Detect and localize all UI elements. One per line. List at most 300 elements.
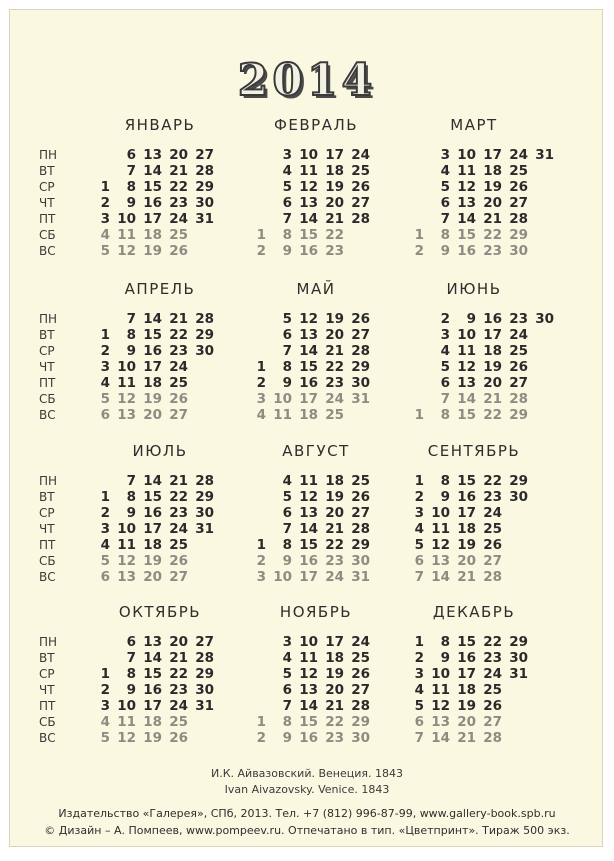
calendar-day: 24 xyxy=(325,569,344,585)
calendar-day: 14 xyxy=(457,391,476,407)
calendar-day: 3 xyxy=(282,634,292,650)
calendar-day: 27 xyxy=(509,375,528,391)
calendar-day: 8 xyxy=(282,359,292,375)
calendar-day: 25 xyxy=(483,682,502,698)
calendar-day: 30 xyxy=(535,311,554,327)
month-name: ИЮНЬ xyxy=(446,280,502,298)
calendar-day: 5 xyxy=(100,553,110,569)
calendar-day: 11 xyxy=(273,407,292,423)
calendar-day: 15 xyxy=(143,666,162,682)
calendar-day: 23 xyxy=(169,195,188,211)
weekday-label: СР xyxy=(39,180,55,194)
weekday-label: ВТ xyxy=(39,164,55,178)
calendar-day: 18 xyxy=(143,375,162,391)
calendar-day: 31 xyxy=(195,521,214,537)
calendar-day: 16 xyxy=(299,243,318,259)
calendar-day: 27 xyxy=(351,195,370,211)
calendar-day: 31 xyxy=(351,391,370,407)
calendar-day: 23 xyxy=(483,650,502,666)
calendar-day: 7 xyxy=(440,391,450,407)
calendar-day: 11 xyxy=(299,163,318,179)
calendar-day: 15 xyxy=(143,489,162,505)
weekday-label: ПН xyxy=(39,148,58,162)
calendar-day: 12 xyxy=(117,391,136,407)
calendar-day: 2 xyxy=(100,682,110,698)
month-name: СЕНТЯБРЬ xyxy=(427,442,521,460)
calendar-day: 18 xyxy=(325,163,344,179)
calendar-day: 7 xyxy=(126,163,136,179)
calendar-day: 13 xyxy=(431,714,450,730)
calendar-day: 4 xyxy=(100,227,110,243)
calendar-day: 31 xyxy=(509,666,528,682)
calendar-day: 19 xyxy=(143,243,162,259)
calendar-day: 8 xyxy=(126,666,136,682)
calendar-day: 19 xyxy=(457,537,476,553)
calendar-day: 18 xyxy=(299,407,318,423)
calendar-day: 19 xyxy=(325,311,344,327)
publisher-info: Издательство «Галерея», СПб, 2013. Тел. +7 (812) 996-87-99, www.gallery-book.spb.ru xyxy=(58,807,556,820)
calendar-day: 17 xyxy=(483,327,502,343)
calendar-day: 8 xyxy=(440,227,450,243)
calendar-day: 3 xyxy=(100,698,110,714)
calendar-day: 19 xyxy=(143,730,162,746)
calendar-day: 16 xyxy=(299,553,318,569)
year-title: 2014 xyxy=(237,55,377,106)
calendar-day: 7 xyxy=(414,569,424,585)
calendar-day: 26 xyxy=(169,243,188,259)
calendar-day: 25 xyxy=(351,473,370,489)
calendar-day: 29 xyxy=(351,537,370,553)
calendar-day: 28 xyxy=(351,521,370,537)
calendar-day: 2 xyxy=(256,375,266,391)
month-name: МАЙ xyxy=(296,280,336,298)
calendar-day: 25 xyxy=(169,227,188,243)
calendar-day: 5 xyxy=(440,179,450,195)
calendar-day: 13 xyxy=(299,505,318,521)
calendar-day: 21 xyxy=(483,391,502,407)
calendar-day: 27 xyxy=(195,147,214,163)
weekday-label: ЧТ xyxy=(39,522,55,536)
calendar-day: 30 xyxy=(195,682,214,698)
calendar-day: 28 xyxy=(509,391,528,407)
calendar-day: 9 xyxy=(282,730,292,746)
calendar-day: 16 xyxy=(299,375,318,391)
calendar-day: 20 xyxy=(457,714,476,730)
calendar-day: 5 xyxy=(100,730,110,746)
calendar-day: 1 xyxy=(100,327,110,343)
calendar-day: 10 xyxy=(117,521,136,537)
calendar-day: 15 xyxy=(457,227,476,243)
calendar-day: 17 xyxy=(299,391,318,407)
calendar-day: 11 xyxy=(299,473,318,489)
calendar-day: 7 xyxy=(282,521,292,537)
calendar-day: 19 xyxy=(325,666,344,682)
calendar-day: 6 xyxy=(440,375,450,391)
calendar-day: 6 xyxy=(282,682,292,698)
calendar-day: 7 xyxy=(414,730,424,746)
calendar-day: 6 xyxy=(126,147,136,163)
calendar-day: 25 xyxy=(351,163,370,179)
calendar-day: 28 xyxy=(351,343,370,359)
calendar-day: 22 xyxy=(483,634,502,650)
calendar-day: 24 xyxy=(509,327,528,343)
calendar-day: 17 xyxy=(143,359,162,375)
calendar-day: 13 xyxy=(457,195,476,211)
calendar-day: 9 xyxy=(126,682,136,698)
calendar-day: 1 xyxy=(414,227,424,243)
weekday-label: ЧТ xyxy=(39,360,55,374)
calendar-day: 29 xyxy=(509,407,528,423)
calendar-day: 28 xyxy=(351,698,370,714)
calendar-day: 5 xyxy=(414,537,424,553)
calendar-day: 31 xyxy=(351,569,370,585)
calendar-day: 21 xyxy=(325,698,344,714)
calendar-day: 4 xyxy=(440,163,450,179)
calendar-day: 30 xyxy=(509,243,528,259)
weekday-label: ВС xyxy=(39,570,56,584)
calendar-day: 4 xyxy=(100,714,110,730)
calendar-day: 18 xyxy=(143,537,162,553)
calendar-day: 1 xyxy=(414,473,424,489)
calendar-day: 9 xyxy=(126,505,136,521)
calendar-day: 14 xyxy=(299,211,318,227)
calendar-day: 22 xyxy=(169,327,188,343)
calendar-day: 6 xyxy=(282,327,292,343)
calendar-day: 13 xyxy=(143,147,162,163)
calendar-day: 26 xyxy=(169,391,188,407)
calendar-day: 22 xyxy=(169,179,188,195)
calendar-day: 14 xyxy=(431,569,450,585)
calendar-day: 17 xyxy=(143,521,162,537)
calendar-day: 13 xyxy=(117,407,136,423)
calendar-day: 2 xyxy=(256,553,266,569)
calendar-day: 17 xyxy=(299,569,318,585)
calendar-day: 3 xyxy=(440,147,450,163)
calendar-day: 26 xyxy=(169,553,188,569)
calendar-day: 20 xyxy=(325,682,344,698)
calendar-day: 31 xyxy=(195,211,214,227)
calendar-day: 22 xyxy=(325,359,344,375)
calendar-day: 20 xyxy=(325,195,344,211)
calendar-day: 11 xyxy=(431,682,450,698)
month-name: НОЯБРЬ xyxy=(279,603,353,621)
calendar-day: 21 xyxy=(169,163,188,179)
calendar-day: 9 xyxy=(126,195,136,211)
calendar-day: 21 xyxy=(457,569,476,585)
calendar-day: 15 xyxy=(299,227,318,243)
calendar-day: 26 xyxy=(351,179,370,195)
month-name: ФЕВРАЛЬ xyxy=(273,116,359,134)
calendar-day: 17 xyxy=(457,666,476,682)
calendar-day: 24 xyxy=(169,698,188,714)
calendar-day: 28 xyxy=(483,730,502,746)
calendar-day: 12 xyxy=(457,359,476,375)
calendar-day: 13 xyxy=(431,553,450,569)
calendar-day: 26 xyxy=(509,359,528,375)
calendar-day: 28 xyxy=(509,211,528,227)
calendar-day: 24 xyxy=(351,147,370,163)
calendar-day: 25 xyxy=(509,163,528,179)
calendar-day: 21 xyxy=(457,730,476,746)
weekday-label: ВС xyxy=(39,731,56,745)
weekday-label: ПН xyxy=(39,474,58,488)
calendar-day: 25 xyxy=(351,650,370,666)
calendar-day: 14 xyxy=(143,650,162,666)
calendar-day: 23 xyxy=(509,311,528,327)
calendar-day: 4 xyxy=(414,682,424,698)
month-name: ЯНВАРЬ xyxy=(124,116,196,134)
calendar-day: 19 xyxy=(325,489,344,505)
calendar-day: 12 xyxy=(117,730,136,746)
calendar-day: 11 xyxy=(117,537,136,553)
calendar-day: 1 xyxy=(100,179,110,195)
calendar-day: 10 xyxy=(117,698,136,714)
calendar-day: 5 xyxy=(282,489,292,505)
calendar-day: 5 xyxy=(100,391,110,407)
calendar-day: 4 xyxy=(282,473,292,489)
calendar-day: 27 xyxy=(195,634,214,650)
calendar-day: 1 xyxy=(100,489,110,505)
calendar-day: 11 xyxy=(117,227,136,243)
calendar-day: 8 xyxy=(126,327,136,343)
calendar-day: 27 xyxy=(351,327,370,343)
calendar-day: 5 xyxy=(282,311,292,327)
calendar-day: 15 xyxy=(457,473,476,489)
calendar-day: 22 xyxy=(483,473,502,489)
calendar-day: 27 xyxy=(351,682,370,698)
calendar-day: 21 xyxy=(169,650,188,666)
calendar-day: 22 xyxy=(169,666,188,682)
calendar-day: 27 xyxy=(351,505,370,521)
month-name: МАРТ xyxy=(450,116,498,134)
calendar-day: 16 xyxy=(457,650,476,666)
calendar-day: 23 xyxy=(325,730,344,746)
calendar-day: 3 xyxy=(282,147,292,163)
calendar-day: 24 xyxy=(483,666,502,682)
calendar-day: 17 xyxy=(457,505,476,521)
calendar-day: 13 xyxy=(299,682,318,698)
calendar-day: 1 xyxy=(414,407,424,423)
calendar-day: 10 xyxy=(273,569,292,585)
calendar-day: 9 xyxy=(282,243,292,259)
calendar-day: 18 xyxy=(483,163,502,179)
calendar-day: 9 xyxy=(466,311,476,327)
weekday-label: ПТ xyxy=(39,699,56,713)
calendar-day: 7 xyxy=(282,698,292,714)
calendar-day: 5 xyxy=(282,666,292,682)
calendar-day: 29 xyxy=(195,327,214,343)
calendar-day: 27 xyxy=(169,407,188,423)
calendar-day: 29 xyxy=(351,359,370,375)
calendar-day: 20 xyxy=(143,569,162,585)
calendar-day: 7 xyxy=(126,473,136,489)
calendar-day: 12 xyxy=(457,179,476,195)
calendar-day: 25 xyxy=(509,343,528,359)
calendar-day: 22 xyxy=(325,714,344,730)
calendar-day: 14 xyxy=(143,311,162,327)
calendar-day: 30 xyxy=(351,730,370,746)
month-name: ОКТЯБРЬ xyxy=(118,603,202,621)
calendar-day: 6 xyxy=(282,505,292,521)
weekday-label: ПТ xyxy=(39,376,56,390)
calendar-day: 12 xyxy=(299,489,318,505)
calendar-day: 22 xyxy=(325,537,344,553)
calendar-day: 29 xyxy=(351,714,370,730)
calendar-day: 29 xyxy=(509,634,528,650)
calendar-day: 7 xyxy=(440,211,450,227)
calendar-day: 1 xyxy=(256,227,266,243)
calendar-day: 9 xyxy=(282,553,292,569)
artwork-caption-en: Ivan Aivazovsky. Venice. 1843 xyxy=(224,783,390,796)
calendar-day: 29 xyxy=(509,473,528,489)
calendar-day: 15 xyxy=(457,634,476,650)
calendar-day: 24 xyxy=(169,521,188,537)
calendar-day: 22 xyxy=(483,407,502,423)
calendar-day: 13 xyxy=(457,375,476,391)
calendar-day: 17 xyxy=(325,634,344,650)
calendar-day: 12 xyxy=(431,537,450,553)
calendar-day: 2 xyxy=(100,505,110,521)
calendar-day: 10 xyxy=(431,666,450,682)
calendar-day: 10 xyxy=(117,359,136,375)
calendar-day: 6 xyxy=(414,714,424,730)
calendar-day: 28 xyxy=(483,569,502,585)
calendar-day: 7 xyxy=(282,211,292,227)
calendar-day: 5 xyxy=(414,698,424,714)
calendar-day: 16 xyxy=(143,505,162,521)
calendar-day: 27 xyxy=(483,553,502,569)
calendar-day: 15 xyxy=(299,537,318,553)
calendar-day: 30 xyxy=(351,553,370,569)
calendar-day: 30 xyxy=(509,489,528,505)
calendar-day: 1 xyxy=(256,359,266,375)
weekday-label: СР xyxy=(39,506,55,520)
calendar-day: 19 xyxy=(143,553,162,569)
calendar-day: 19 xyxy=(143,391,162,407)
calendar-day: 4 xyxy=(100,537,110,553)
calendar-day: 19 xyxy=(483,179,502,195)
calendar-day: 10 xyxy=(299,634,318,650)
calendar-day: 3 xyxy=(100,359,110,375)
calendar-day: 20 xyxy=(169,147,188,163)
calendar-day: 8 xyxy=(440,634,450,650)
calendar-day: 13 xyxy=(117,569,136,585)
calendar-day: 12 xyxy=(431,698,450,714)
calendar-day: 2 xyxy=(256,243,266,259)
calendar-day: 19 xyxy=(483,359,502,375)
calendar-day: 1 xyxy=(256,714,266,730)
calendar-day: 25 xyxy=(169,375,188,391)
calendar-day: 18 xyxy=(325,650,344,666)
calendar-day: 10 xyxy=(273,391,292,407)
calendar-day: 6 xyxy=(414,553,424,569)
calendar-day: 18 xyxy=(325,473,344,489)
calendar-day: 17 xyxy=(483,147,502,163)
calendar-day: 23 xyxy=(325,553,344,569)
calendar-day: 13 xyxy=(143,634,162,650)
calendar-day: 10 xyxy=(457,327,476,343)
calendar-day: 14 xyxy=(143,473,162,489)
calendar-day: 27 xyxy=(509,195,528,211)
calendar-day: 7 xyxy=(282,343,292,359)
calendar-day: 10 xyxy=(457,147,476,163)
calendar-day: 26 xyxy=(483,537,502,553)
calendar-day: 12 xyxy=(117,243,136,259)
calendar-day: 3 xyxy=(256,391,266,407)
calendar-day: 16 xyxy=(143,682,162,698)
calendar-day: 14 xyxy=(143,163,162,179)
calendar-day: 23 xyxy=(169,343,188,359)
calendar-day: 24 xyxy=(169,211,188,227)
calendar-day: 24 xyxy=(509,147,528,163)
calendar-day: 8 xyxy=(282,714,292,730)
calendar-day: 22 xyxy=(325,227,344,243)
calendar-day: 19 xyxy=(457,698,476,714)
calendar-day: 12 xyxy=(299,311,318,327)
calendar-day: 28 xyxy=(195,650,214,666)
calendar-day: 20 xyxy=(483,195,502,211)
calendar-day: 16 xyxy=(299,730,318,746)
calendar-day: 25 xyxy=(169,714,188,730)
calendar-day: 20 xyxy=(325,327,344,343)
artwork-caption-ru: И.К. Айвазовский. Венеция. 1843 xyxy=(211,767,403,780)
calendar-day: 9 xyxy=(126,343,136,359)
calendar-day: 15 xyxy=(457,407,476,423)
weekday-label: СБ xyxy=(39,715,56,729)
month-name: АПРЕЛЬ xyxy=(124,280,196,298)
calendar-day: 4 xyxy=(282,650,292,666)
calendar-day: 11 xyxy=(457,343,476,359)
calendar-day: 11 xyxy=(299,650,318,666)
calendar-day: 27 xyxy=(483,714,502,730)
calendar-day: 8 xyxy=(440,473,450,489)
weekday-label: ЧТ xyxy=(39,683,55,697)
month-name: ДЕКАБРЬ xyxy=(432,603,516,621)
calendar-day: 8 xyxy=(282,537,292,553)
weekday-label: СБ xyxy=(39,228,56,242)
calendar-day: 21 xyxy=(169,311,188,327)
calendar-day: 11 xyxy=(117,375,136,391)
calendar-day: 20 xyxy=(325,505,344,521)
calendar-day: 29 xyxy=(195,179,214,195)
weekday-label: ВТ xyxy=(39,328,55,342)
calendar-day: 6 xyxy=(126,634,136,650)
calendar-day: 20 xyxy=(143,407,162,423)
month-name: АВГУСТ xyxy=(282,442,350,460)
calendar-day: 17 xyxy=(143,211,162,227)
calendar-day: 14 xyxy=(457,211,476,227)
calendar-day: 26 xyxy=(351,311,370,327)
calendar-day: 3 xyxy=(100,211,110,227)
calendar-day: 22 xyxy=(483,227,502,243)
calendar-day: 11 xyxy=(431,521,450,537)
calendar-day: 28 xyxy=(351,211,370,227)
calendar-day: 21 xyxy=(325,211,344,227)
weekday-label: ВС xyxy=(39,408,56,422)
calendar-day: 20 xyxy=(483,375,502,391)
calendar-day: 27 xyxy=(169,569,188,585)
calendar-day: 8 xyxy=(282,227,292,243)
calendar-day: 2 xyxy=(100,195,110,211)
calendar-day: 26 xyxy=(509,179,528,195)
calendar-day: 2 xyxy=(440,311,450,327)
weekday-label: СБ xyxy=(39,554,56,568)
calendar-day: 16 xyxy=(143,343,162,359)
weekday-label: СР xyxy=(39,667,55,681)
calendar-day: 23 xyxy=(169,682,188,698)
calendar-day: 19 xyxy=(325,179,344,195)
calendar-day: 10 xyxy=(117,211,136,227)
